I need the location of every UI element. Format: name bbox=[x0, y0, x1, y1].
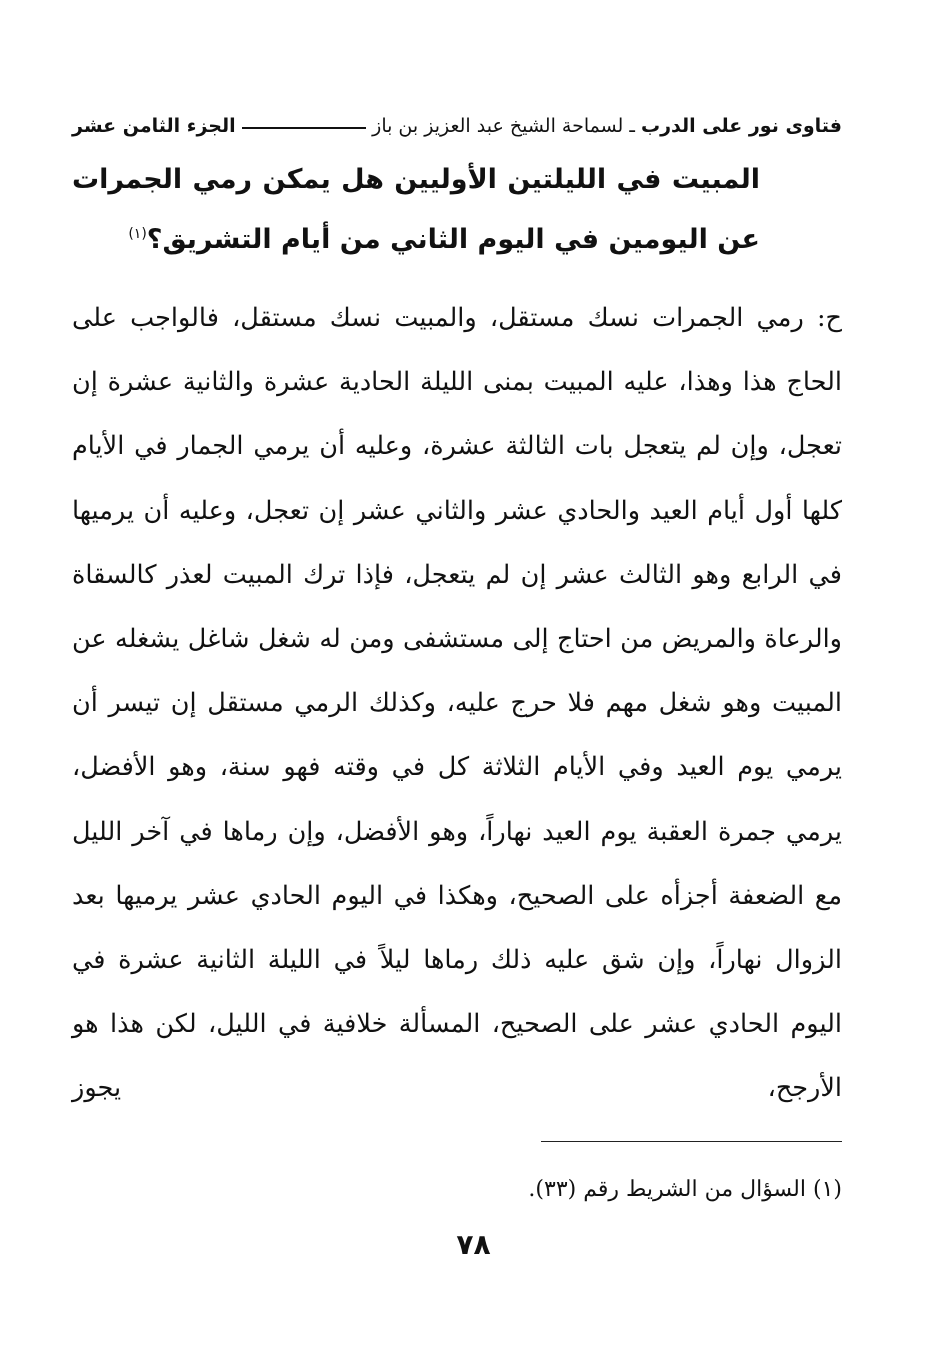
series-title-group bbox=[372, 115, 842, 137]
series-title: فتاوى نور على الدرب bbox=[641, 115, 842, 137]
answer-paragraph: ح: رمي الجمرات نسك مستقل، والمبيت نسك مستقل، فالواجب على الحاج هذا وهذا، عليه المبيت بمنى الليلة الحادية عشرة والثانية عشرة إن تعجل، وإن لم يتعجل بات الثالثة عشرة، وعليه أن يرمي الجمار في الأيام كلها أول أيام العيد والحادي عشر والثاني عشر إن تعجل، وعليه أن يرميها في الرابع وهو الثالث عشر إن لم يتعجل، فإذا ترك المبيت لعذر كالسقاة والرعاة والمريض من احتاج إلى مستشفى ومن له شغل شاغل يشغله عن المبيت وهو شغل مهم فلا حرج عليه، وكذلك الرمي مستقل إن تيسر أن يرمي يوم العيد وفي الأيام الثلاثة كل في وقته فهو سنة، وهو الأفضل، يرمي جمرة العقبة يوم العيد نهاراً، وهو الأفضل، وإن رماها في آخر الليل مع الضعفة أجزأه على الصحيح، وهكذا في اليوم الحادي عشر يرميها بعد الزوال نهاراً، وإن شق عليه ذلك رماها ليلاً في الليلة الثانية عشرة في اليوم الحادي عشر على الصحيح، المسألة خلافية في الليل، لكن هذا هو الأرجح، يجوز bbox=[72, 303, 842, 1104]
footnote: (١) السؤال من الشريط رقم (٣٣). bbox=[528, 1177, 842, 1202]
header-rule bbox=[242, 127, 367, 129]
volume-label: الجزء الثامن عشر bbox=[72, 115, 236, 137]
footnote-divider bbox=[541, 1141, 842, 1142]
page-number: ٧٨ bbox=[456, 1228, 491, 1261]
running-header bbox=[72, 108, 842, 144]
question-text: المبيت في الليلتين الأوليين هل يمكن رمي الجمرات عن اليومين في اليوم الثاني من أيام التشريق؟ bbox=[72, 164, 760, 255]
author-name: ـ لسماحة الشيخ عبد العزيز بن باز bbox=[372, 115, 635, 137]
question-heading bbox=[72, 150, 760, 270]
footnote-ref: (١) bbox=[128, 226, 147, 242]
